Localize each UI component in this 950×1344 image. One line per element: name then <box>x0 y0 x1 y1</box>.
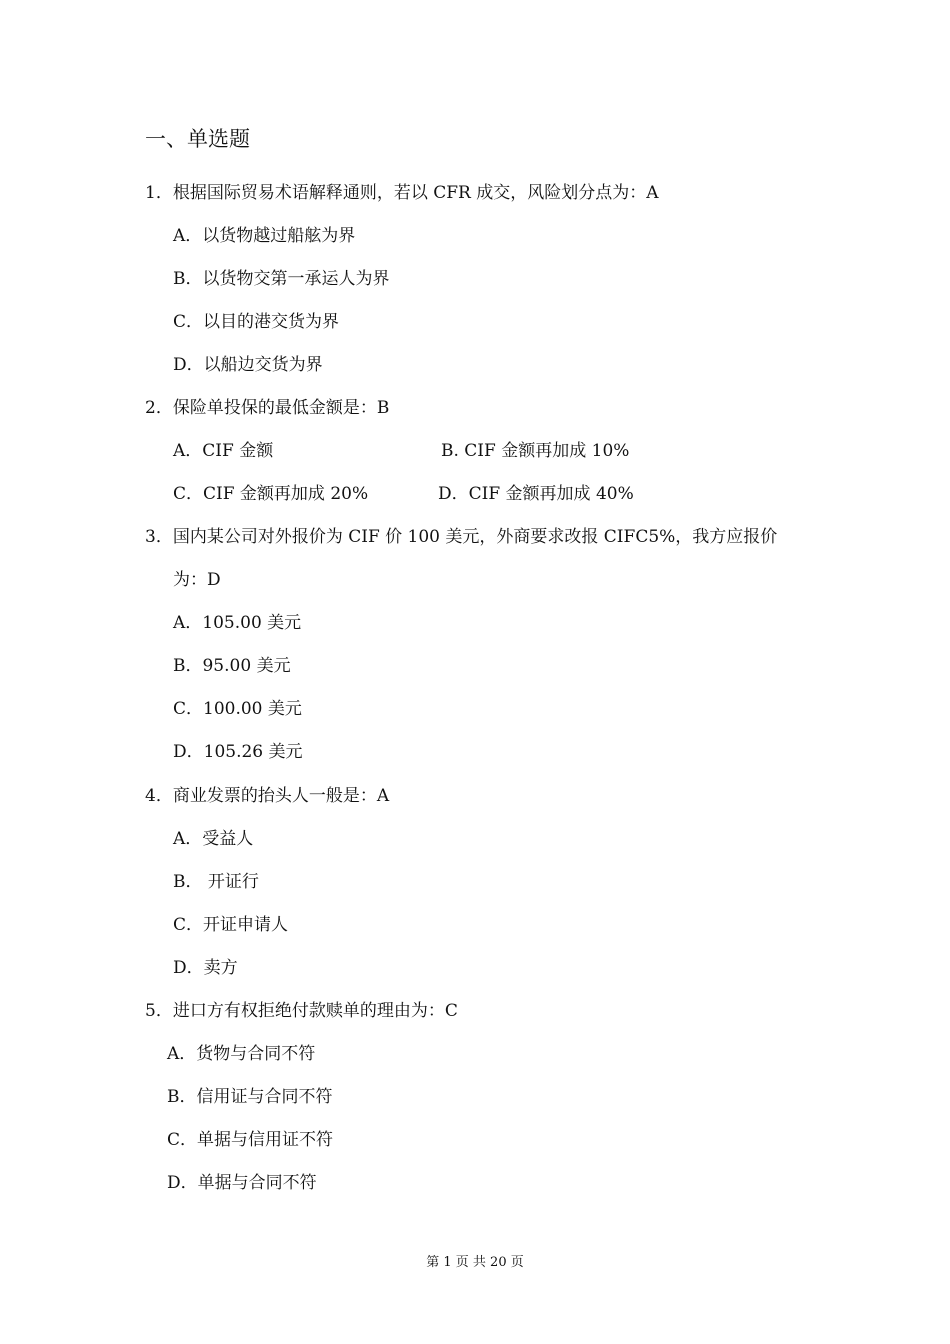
question-3-stem: 3．国内某公司对外报价为 CIF 价 100 美元，外商要求改报 CIFC5%，我方应报价 <box>145 527 778 547</box>
question-2-option-d: D．CIF 金额再加成 40% <box>438 484 634 504</box>
question-2-options-row-2 <box>173 482 634 506</box>
question-2-options-row-1 <box>173 439 630 463</box>
section-title: 一、单选题 <box>145 127 250 151</box>
question-2-stem: 2．保险单投保的最低金额是：B <box>145 398 390 418</box>
question-1-stem: 1．根据国际贸易术语解释通则，若以 CFR 成交，风险划分点为：A <box>145 183 659 203</box>
page-footer: 第 1 页 共 20 页 <box>426 1255 524 1270</box>
question-4-option-a: A．受益人 <box>173 829 254 849</box>
question-3-stem-continuation: 为：D <box>173 570 221 590</box>
question-4-option-b: B． 开证行 <box>173 872 259 892</box>
question-1-option-b: B．以货物交第一承运人为界 <box>173 269 390 289</box>
question-1-option-a: A．以货物越过船舷为界 <box>173 226 356 246</box>
question-4-option-d: D．卖方 <box>173 958 238 978</box>
question-2-option-a: A．CIF 金额 <box>173 441 274 461</box>
question-5-option-d: D．单据与合同不符 <box>167 1173 317 1193</box>
question-4-stem: 4．商业发票的抬头人一般是：A <box>145 786 390 806</box>
question-3-option-a: A．105.00 美元 <box>173 613 302 633</box>
question-5-option-a: A．货物与合同不符 <box>167 1044 316 1064</box>
question-1-option-c: C．以目的港交货为界 <box>173 312 340 332</box>
question-3-option-c: C．100.00 美元 <box>173 699 302 719</box>
question-4-option-c: C．开证申请人 <box>173 915 289 935</box>
question-5-option-c: C．单据与信用证不符 <box>167 1130 334 1150</box>
question-1-option-d: D．以船边交货为界 <box>173 355 323 375</box>
question-5-stem: 5．进口方有权拒绝付款赎单的理由为：C <box>145 1001 458 1021</box>
question-2-option-c: C．CIF 金额再加成 20% <box>173 484 369 504</box>
question-5-option-b: B．信用证与合同不符 <box>167 1087 333 1107</box>
question-3-option-b: B．95.00 美元 <box>173 656 291 676</box>
question-3-option-d: D．105.26 美元 <box>173 742 303 762</box>
question-2-option-b: B. CIF 金额再加成 10% <box>441 441 630 461</box>
